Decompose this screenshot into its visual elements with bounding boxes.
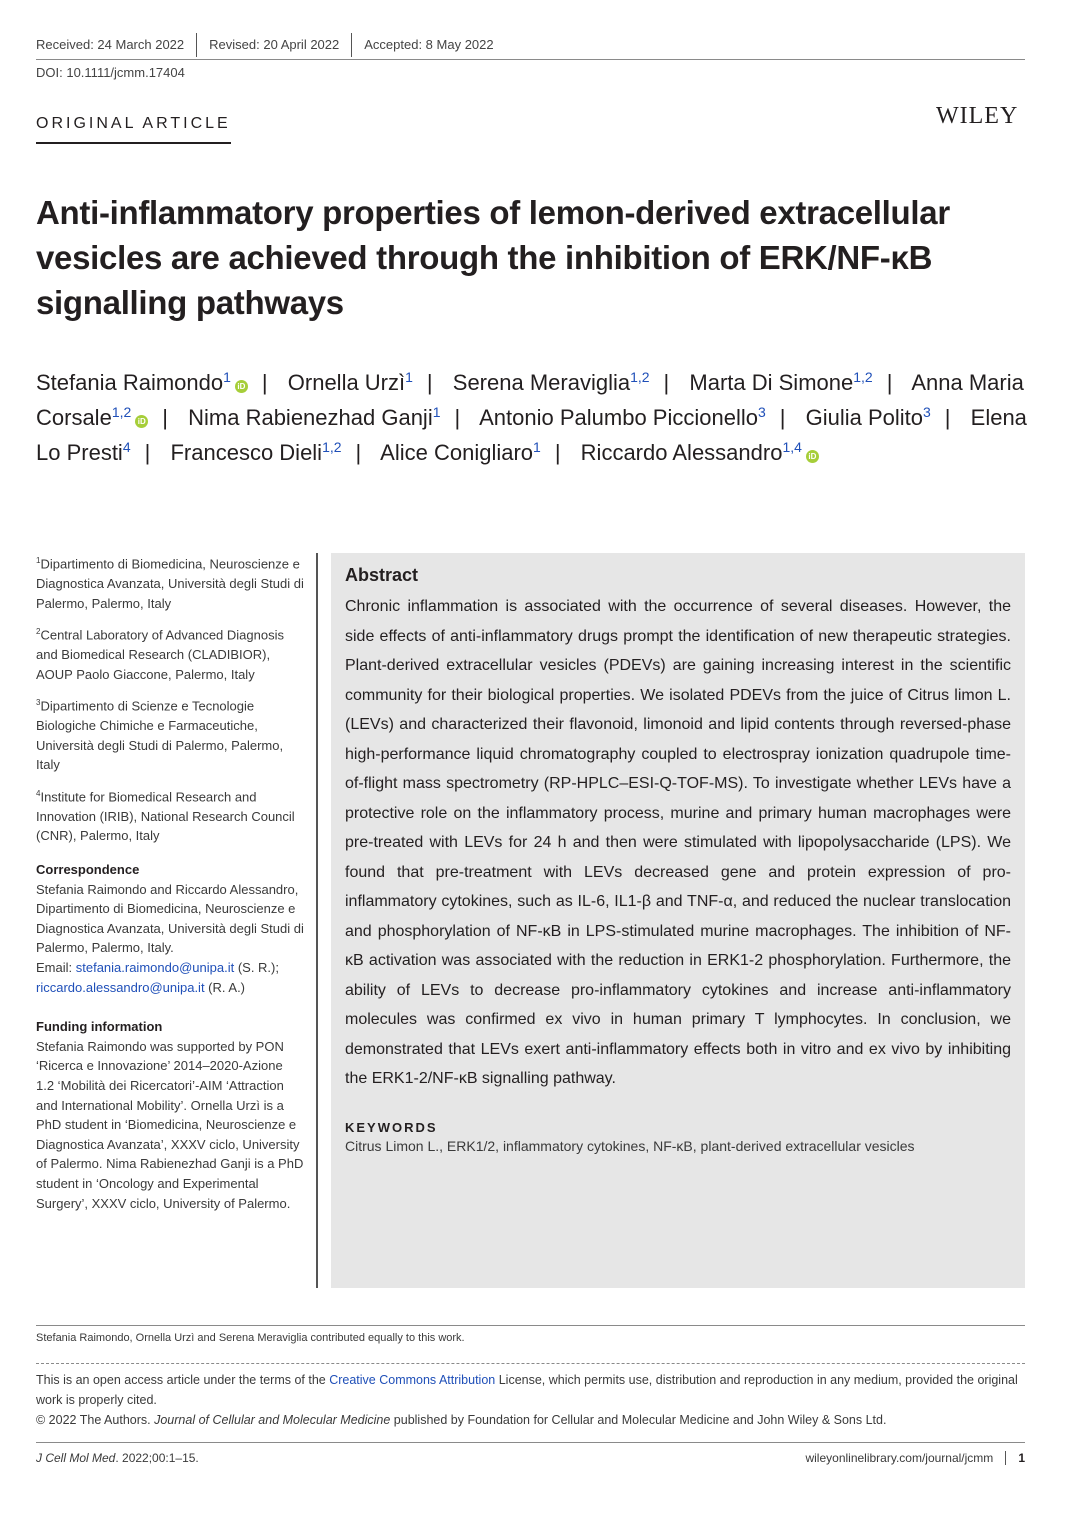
article-title: Anti-inflammatory properties of lemon-derived extracellular vesicles are achieved through the inhibition of ERK/NF-κB signalling pathways — [36, 194, 950, 321]
author-name: Riccardo Alessandro$^{1,4}$iD — [581, 440, 819, 465]
author-name: Ornella Urzì$^1$ — [287, 369, 413, 395]
author-name: Marta Di Simone$^{1,2}$ — [689, 369, 873, 395]
author-separator: | — [426, 370, 433, 395]
journal-url[interactable]: wileyonlinelibrary.com/journal/jcmm — [805, 1451, 994, 1465]
author-separator: | — [144, 440, 151, 465]
author-separator: | — [944, 405, 951, 430]
author-separator: | — [454, 405, 461, 430]
cc-license-link[interactable]: Creative Commons Attribution — [329, 1373, 496, 1387]
author-affiliation-number: 1 — [223, 369, 231, 385]
author-name: Antonio Palumbo Piccionello$^3$ — [479, 404, 766, 430]
author-separator: | — [663, 370, 670, 395]
author-affiliation-number: 3 — [757, 404, 766, 420]
keywords-heading: KEYWORDS — [345, 1119, 438, 1135]
author-affiliation-number: 1,2 — [322, 439, 342, 455]
author-name: Giulia Polito$^3$ — [805, 404, 931, 430]
abstract-text: Chronic inflammation is associated with the occurrence of several diseases. However, the side effects of anti-inflammatory drugs prompt the identification of new therapeutic strategies. Plant-derived extracellular vesicles (PDEVs) are gaining increasing interest in the scientific community for their biological properties. We isolated PDEVs from the juice of Citrus limon L. (LEVs) and characterized their flavonoid, limonoid and lipid contents through reversed-phase high-performance liquid chromatography coupled to electrospray ionization quadrupole time-of-flight mass spectrometry (RP-HPLC–ESI-Q-TOF-MS). To investigate whether LEVs have a protective role on the inflammatory process, murine and primary human macrophages were pre-treated with LEVs for 24 h and then were stimulated with lipopolysaccharide (LPS). We found that pre-treatment with LEVs decreased gene and protein expression of pro-inflammatory cytokines, such as IL-6, IL1-β and TNF-α, and reduced the nuclear translocation and phosphorylation of NF-κB in LPS-stimulated murine macrophages. The inhibition of NF-κB activation was associated with the reduction in ERK1-2 phosphorylation. Furthermore, the ability of LEVs to decrease pro-inflammatory cytokines and increase anti-inflammatory molecules was confirmed ex vivo in human primary T lymphocytes. In conclusion, we demonstrated that LEVs exert anti-inflammatory effects both in vitro and ex vivo by inhibiting the ERK1-2/NF-κB signalling pathway. — [345, 598, 1011, 1087]
author-affiliation-number: 1 — [405, 369, 413, 385]
affiliation-item: $^4$Institute for Biomedical Research and Innovation (IRIB), National Research Council (CNR), Palermo, Italy — [36, 788, 295, 844]
author-separator: | — [554, 440, 561, 465]
received-date: Received: 24 March 2022 — [36, 37, 185, 52]
author-affiliation-number: 1,2 — [111, 404, 132, 420]
revised-date: Revised: 20 April 2022 — [209, 37, 340, 52]
abstract-box — [331, 553, 1025, 1288]
column-divider — [316, 553, 318, 1288]
author-name: Stefania Raimondo$^1$iD — [36, 370, 248, 395]
affiliations — [36, 551, 304, 846]
orcid-icon[interactable]: iD — [135, 415, 148, 428]
page-number: 1 — [1005, 1451, 1025, 1465]
author-affiliation-number: 1,4 — [782, 439, 802, 455]
keywords-text: Citrus Limon L., ERK1/2, inflammatory cytokines, NF-κB, plant-derived extracellular vesicles — [345, 1137, 915, 1154]
author-separator: | — [779, 405, 786, 430]
author-affiliation-number: 4 — [122, 439, 131, 455]
affiliation-item: $^1$Dipartimento di Biomedicina, Neuroscienze e Diagnostica Avanzata, Università degli Studi di Palermo, Palermo, Italy — [36, 556, 304, 611]
author-separator: | — [261, 370, 268, 395]
affiliation-item: $^2$Central Laboratory of Advanced Diagnosis and Biomedical Research (CLADIBIOR), AOUP Paolo Giaccone, Palermo, Italy — [36, 627, 284, 682]
author-list — [36, 365, 1036, 470]
doi: DOI: 10.1111/jcmm.17404 — [36, 65, 185, 80]
author-name: Francesco Dieli$^{1,2}$ — [170, 439, 342, 465]
publisher-logo: WILEY — [936, 103, 1019, 129]
author-separator: | — [886, 370, 893, 395]
affiliation-item: $^3$Dipartimento di Scienze e Tecnologie Biologiche Chimiche e Farmaceutiche, Università degli Studi di Palermo, Palermo, Italy — [36, 698, 284, 773]
equal-contribution-note: Stefania Raimondo, Ornella Urzì and Serena Meraviglia contributed equally to this work. — [36, 1325, 1025, 1344]
article-history — [36, 33, 1025, 60]
left-column — [36, 551, 304, 1213]
email-link-raimondo[interactable]: stefania.raimondo@unipa.it — [75, 960, 235, 975]
author-affiliation-number: 1 — [432, 404, 441, 420]
author-name: Anna Maria Corsale$^{1,2}$iD — [36, 370, 1024, 430]
author-affiliation-number: 1,2 — [853, 369, 873, 385]
accepted-date: Accepted: 8 May 2022 — [364, 37, 494, 52]
author-separator: | — [355, 440, 362, 465]
abstract-heading: Abstract — [345, 565, 419, 585]
author-separator: | — [162, 405, 168, 430]
author-name: Elena Lo Presti$^4$ — [36, 405, 1027, 465]
author-name: Serena Meraviglia$^{1,2}$ — [452, 369, 650, 395]
license-statement: This is an open access article under the terms of the Creative Commons Attribution License, which permits use, distribution and reproduction in any medium, provided the original work is properly cited. © 2022 The Authors. Journal of Cellular and Molecular Medicine published by Foundation for Cellular and Molecular Medicine and John Wiley & Sons Ltd. — [36, 1363, 1025, 1430]
author-affiliation-number: 1,2 — [630, 369, 650, 385]
funding-text: Stefania Raimondo was supported by PON ‘Ricerca e Innovazione’ 2014–2020-Azione 1.2 ‘Mobilità dei Ricercatori’-AIM ‘Attraction and International Mobility’. Ornella Urzì is a PhD student in ‘Biomedicina, Neuroscienze e Diagnostica Avanzata’, XXXV ciclo, University of Palermo. Nima Rabienezhad Ganji is a PhD student in ‘Oncology and Experimental Surgery’, XXXV ciclo, University of Palermo. — [36, 1038, 304, 1211]
correspondence-heading: Correspondence — [36, 862, 140, 878]
correspondence-text: Stefania Raimondo and Riccardo Alessandro, Dipartimento di Biomedicina, Neuroscienze e Diagnostica Avanzata, Università degli Studi di Palermo, Palermo, Italy. Email: stefania.raimondo@unipa.it (S. R.); riccardo.alessandro@unipa.it (R. A.) — [36, 881, 304, 995]
author-affiliation-number: 1 — [533, 439, 541, 455]
page-footer — [36, 1442, 1025, 1469]
author-name: Nima Rabienezhad Ganji$^1$ — [188, 404, 441, 430]
email-link-alessandro[interactable]: riccardo.alessandro@unipa.it — [36, 979, 205, 995]
author-affiliation-number: 3 — [923, 404, 931, 420]
orcid-icon[interactable]: iD — [806, 450, 819, 463]
article-type: ORIGINAL ARTICLE — [36, 115, 231, 144]
footer-citation: J Cell Mol Med. 2022;00:1–15. — [36, 1451, 199, 1465]
footer-right — [805, 1451, 1025, 1465]
orcid-icon[interactable]: iD — [235, 380, 248, 393]
funding-heading: Funding information — [36, 1019, 163, 1035]
author-name: Alice Conigliaro$^1$ — [380, 439, 541, 465]
